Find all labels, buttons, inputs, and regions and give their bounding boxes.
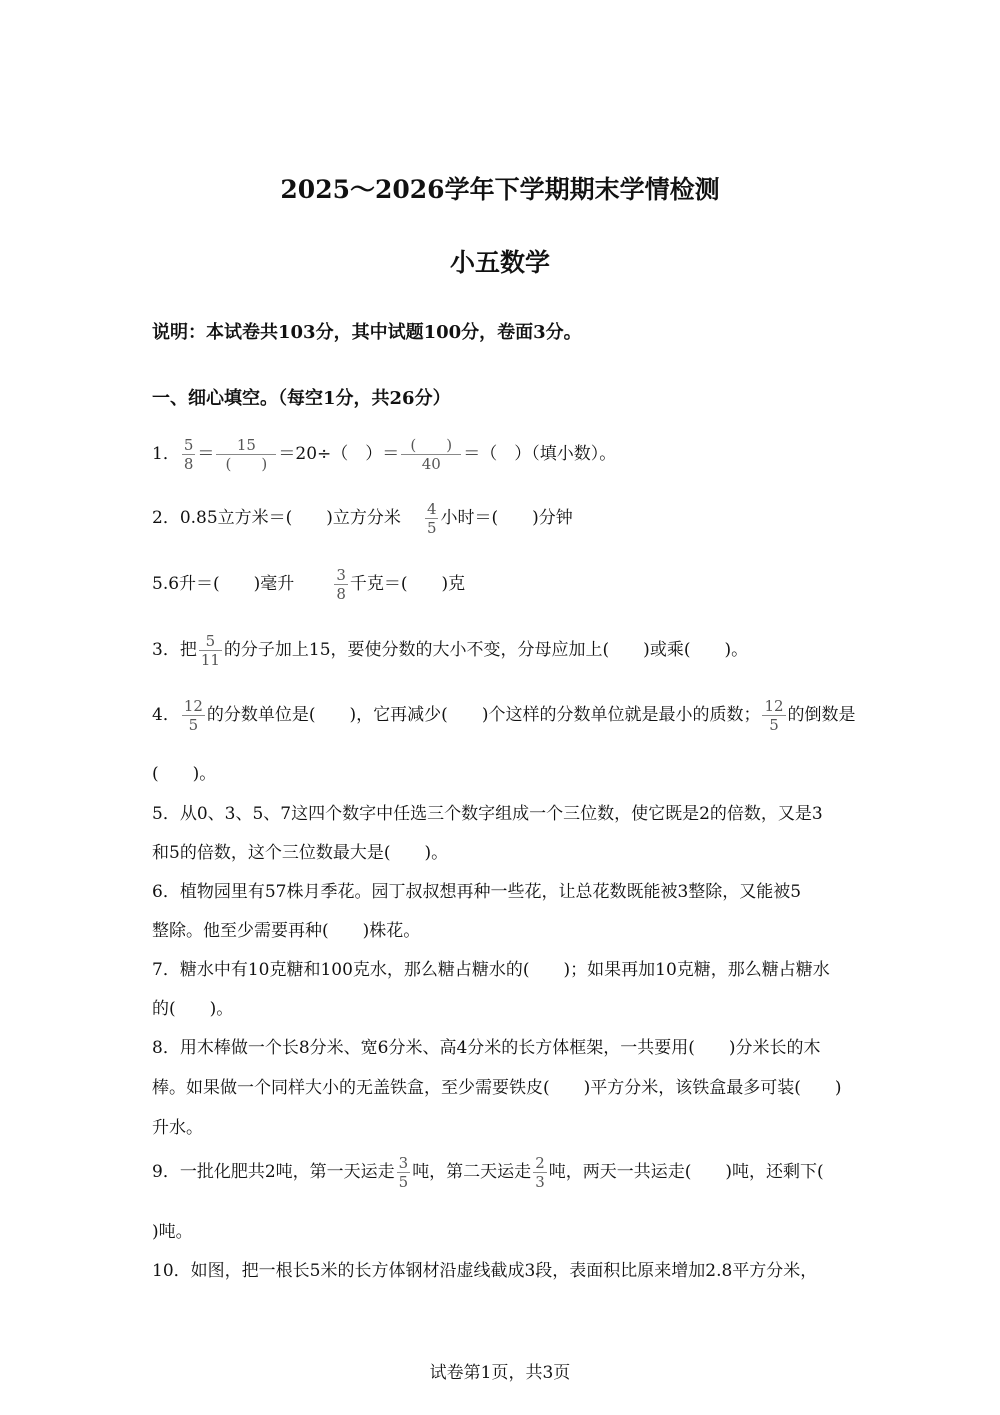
fraction: $\frac{12}{5}$ <box>764 697 784 734</box>
question-8-line-3: 升水。 <box>152 1118 203 1138</box>
fraction: $\frac{3}{8}$ <box>336 566 346 603</box>
fraction: ( ) 40 <box>401 436 461 473</box>
question-number: 1． <box>152 444 180 464</box>
question-10: 10．如图，把一根长5米的长方体钢材沿虚线截成3段，表面积比原来增加2.8平方分米， <box>152 1261 818 1281</box>
section-heading: 一、细心填空。（每空1分，共26分） <box>152 388 451 409</box>
question-7-line-2: 的( )。 <box>152 999 234 1019</box>
question-4: 4． $\frac{12}{5}$ 的分数单位是( )，它再减少( )个这样的分数单位就是最小的质数； $\frac{12}{5}$ 的倒数是 <box>152 697 856 734</box>
question-6: 6．植物园里有57株月季花。园丁叔叔想再种一些花，让总花数既能被3整除，又能被5 <box>152 882 802 902</box>
question-4-line-2: ( )。 <box>152 764 217 784</box>
question-9-line-2: )吨。 <box>152 1222 193 1242</box>
question-8-line-2: 棒。如果做一个同样大小的无盖铁盒，至少需要铁皮( )平方分米，该铁盒最多可装( ) <box>152 1078 842 1098</box>
fraction: $\frac{12}{5}$ <box>183 697 203 734</box>
question-8: 8．用木棒做一个长8分米、宽6分米、高4分米的长方体框架，一共要用( )分米长的木 <box>152 1038 821 1058</box>
question-9: 9．一批化肥共2吨，第一天运走 $\frac{3}{5}$ 吨，第二天运走 $\frac{2}{3}$ 吨，两天一共运走( )吨，还剩下( <box>152 1154 824 1191</box>
question-7: 7．糖水中有10克糖和100克水，那么糖占糖水的( )；如果再加10克糖，那么糖占糖水 <box>152 960 830 980</box>
exam-subtitle: 小五数学 <box>449 248 550 277</box>
question-1: 1． $\frac{5}{8}$ ＝ 15 ( ) ＝20÷（ ）＝ ( ) 40 ＝（ ）（填小数）。 <box>152 436 617 473</box>
fraction: $\frac{3}{5}$ <box>398 1154 409 1191</box>
fraction: $\frac{2}{3}$ <box>535 1154 545 1191</box>
question-5: 5．从0、3、5、7这四个数字中任选三个数字组成一个三位数，使它既是2的倍数，又是3 <box>152 804 823 824</box>
question-3: 3．把 $\frac{5}{11}$ 的分子加上15，要使分数的大小不变，分母应加上( )或乘( )。 <box>152 632 749 669</box>
question-2-line-2: 5.6升＝( )毫升 $\frac{3}{8}$ 千克＝( )克 <box>152 566 466 603</box>
question-5-line-2: 和5的倍数，这个三位数最大是( )。 <box>152 843 449 863</box>
question-2: 2．0.85立方米＝( )立方分米 $\frac{4}{5}$ 小时＝( )分钟 <box>152 500 573 537</box>
fraction: 15 ( ) <box>216 436 276 473</box>
exam-title: 2025～2026学年下学期期末学情检测 <box>280 175 720 204</box>
exam-instructions: 说明：本试卷共103分，其中试题100分，卷面3分。 <box>152 322 582 343</box>
fraction: $\frac{4}{5}$ <box>426 500 437 537</box>
fraction: $\frac{5}{11}$ <box>200 632 220 669</box>
question-6-line-2: 整除。他至少需要再种( )株花。 <box>152 921 421 941</box>
fraction: $\frac{5}{8}$ <box>183 436 194 473</box>
page-footer: 试卷第1页，共3页 <box>429 1363 571 1383</box>
